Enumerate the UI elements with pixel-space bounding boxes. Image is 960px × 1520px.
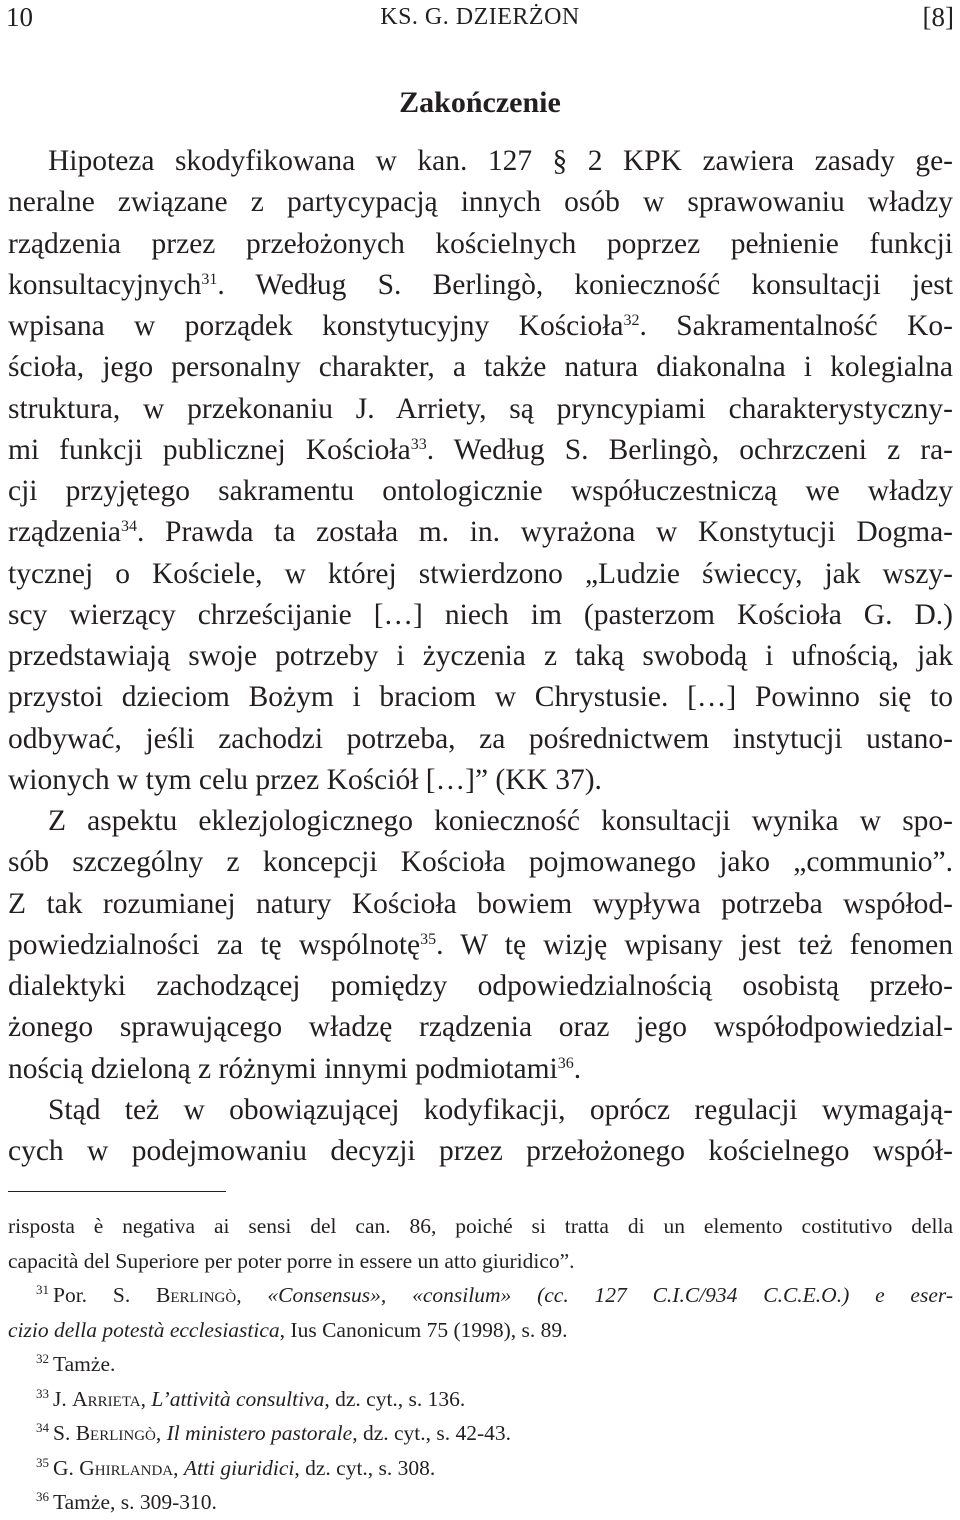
footnote-ref: 33 [410,435,427,453]
text-line: odbywać, jeśli zachodzi potrzeba, za pośrednictwem instytucji ustano- [8,722,953,755]
footnote-32: $^{32}$ Tamże. [36,1351,116,1376]
page-number: 10 [6,2,33,32]
running-head: KS. G. DZIERŻON [380,4,580,30]
footnote-divider [8,1191,226,1192]
section-number: [8] [922,2,954,32]
text-line: wionych w tym celu przez Kościół […]” (KK 37). [8,763,602,796]
text-line: przedstawiają swoje potrzeby i życzenia z taką swobodą i ufnością, jak [8,640,953,672]
footnote-35: $^{35}$ G. Ghirlanda, Atti giuridici, dz. cyt., s. 308. [36,1454,436,1480]
text-line: wpisana w porządek konstytucyjny Kościoła$^{32}$. Sakramentalność Ko- [8,310,953,342]
footnote-ref: 32 [623,312,640,329]
footnote-continuation: capacità del Superiore per poter porre in essere un atto giuridico”. [8,1248,575,1273]
text-line: dialektyki zachodzącej pomiędzy odpowiedzialnością osobistą przeło- [8,970,953,1002]
text-line: scy wierzący chrześcijanie […] niech im (pasterzom Kościoła G. D.) [8,598,953,631]
page-header [0,0,960,40]
section-title: Zakończenie [399,86,561,119]
footnote-ref: 36 [557,1054,574,1072]
body-text [8,141,953,1172]
text-line: Hipoteza skodyfikowana w kan. 127 § 2 KPK zawiera zasady ge- [48,145,953,177]
text-line: mi funkcji publicznej Kościoła$^{33}$. Według S. Berlingò, ochrzczeni z ra- [8,433,954,466]
footnote-continuation: risposta è negativa ai sensi del can. 86, poiché si tratta di un elemento costitutivo della [8,1214,953,1238]
footnote-31-cont: cizio della potestà ecclesiastica, Ius Canonicum 75 (1998), s. 89. [8,1317,568,1342]
footnote-36: $^{36}$ Tamże, s. 309-310. [36,1489,217,1514]
footnote-33: $^{33}$ J. Arrieta, L’attività consultiva, dz. cyt., s. 136. [36,1385,466,1411]
footnote-34: $^{34}$ S. Berlingò, Il ministero pastorale, dz. cyt., s. 42-43. [36,1420,512,1445]
text-line: nością dzieloną z różnymi innymi podmiotami$^{36}$. [8,1052,582,1085]
text-line: Z tak rozumianej natury Kościoła bowiem wypływa potrzeba współod- [8,887,953,920]
text-line: żonego sprawującego władzę rządzenia oraz jego współodpowiedzial- [8,1011,953,1044]
text-line: cji przyjętego sakramentu ontologicznie współuczestniczą we władzy [8,475,953,507]
text-line: rządzenia przez przełożonych kościelnych poprzez pełnienie funkcji [8,227,953,260]
text-line: ścioła, jego personalny charakter, a także natura diakonalna i kolegialna [8,351,953,384]
text-line: struktura, w przekonaniu J. Arriety, są pryncypiami charakterystyczny- [8,392,953,425]
text-line: przystoi dzieciom Bożym i braciom w Chrystusie. […] Powinno się to [8,681,953,714]
text-line: Stąd też w obowiązującej kodyfikacji, oprócz regulacji wymagają- [48,1093,953,1126]
text-line: cych w podejmowaniu decyzji przez przełożonego kościelnego współ- [8,1135,953,1167]
footnote-ref: 35 [420,930,437,948]
footnote-ref: 34 [121,518,137,536]
text-line: Z aspektu eklezjologicznego konieczność konsultacji wynika w spo- [48,805,953,837]
footnotes [8,1209,953,1520]
text-line: powiedzialności za tę wspólnotę$^{35}$. W tę wizję wpisany jest też fenomen [8,928,953,961]
text-line: sób szczególny z koncepcji Kościoła pojmowanego jako „communio”. [8,846,953,879]
text-line: tycznej o Kościele, w której stwierdzono „Ludzie świeccy, jak wszy- [8,557,953,590]
footnote-31: $^{31}$ Por. S. Berlingò, «Consensus», «consilum» (cc. 127 C.I.C/934 C.C.E.O.) e eser- [36,1282,953,1307]
text-line: neralne związane z partycypacją innych osób w sprawowaniu władzy [8,186,953,219]
text-line: konsultacyjnych$^{31}$. Według S. Berlingò, konieczność konsultacji jest [8,268,953,301]
footnote-ref: 31 [201,270,218,288]
text-line: rządzenia$^{34}$. Prawda ta została m. in. wyrażona w Konstytucji Dogma- [8,516,953,549]
